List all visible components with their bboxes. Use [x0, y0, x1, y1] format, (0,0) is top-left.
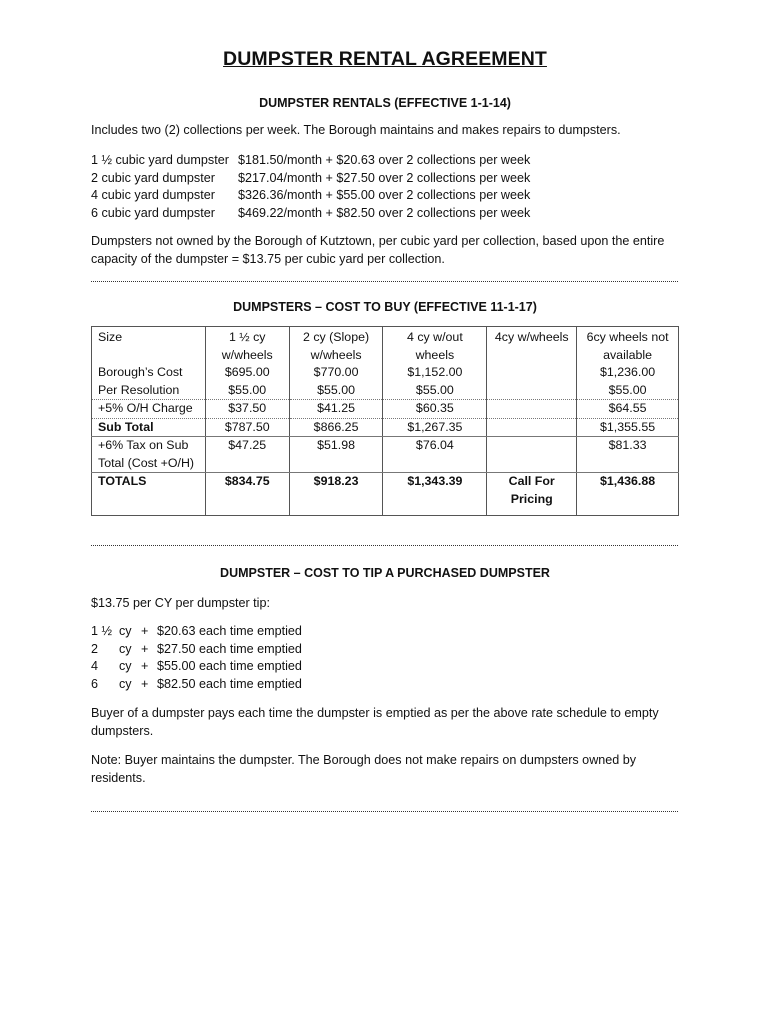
- table-cell: $695.00 $55.00: [205, 364, 289, 400]
- tip-per-cy: $13.75 per CY per dumpster tip:: [91, 596, 270, 610]
- rate-price: $326.36/month + $55.00 over 2 collections per week: [238, 188, 531, 202]
- rate-size: 1 ½ cubic yard dumpster: [91, 153, 229, 167]
- non-borough-note-line: Dumpsters not owned by the Borough of Kutztown, per cubic yard per collection, based upon the entire: [91, 234, 665, 248]
- header-cell: 4 cy w/out wheels: [383, 327, 487, 365]
- table-cell: $918.23: [289, 473, 383, 516]
- table-cell: $64.55: [577, 400, 679, 419]
- tip-unit: cy: [119, 659, 132, 673]
- row-label: Sub Total: [92, 418, 206, 437]
- table-cell: $770.00 $55.00: [289, 364, 383, 400]
- header-cell: 1 ½ cy w/wheels: [205, 327, 289, 365]
- tip-unit: cy: [119, 676, 132, 691]
- rental-rate-row: [91, 152, 530, 170]
- table-cell: $834.75: [205, 473, 289, 516]
- tip-plus: +: [141, 624, 149, 638]
- tip-unit: cy: [119, 624, 132, 638]
- table-row-totals: [92, 473, 679, 516]
- dotted-divider: [91, 281, 678, 282]
- rate-size: 2 cubic yard dumpster: [91, 170, 215, 185]
- row-label: Borough’s Cost Per Resolution: [92, 364, 206, 400]
- tip-size: 2: [91, 641, 99, 656]
- tip-rate-row: [91, 623, 302, 641]
- tip-rate-row: [91, 641, 302, 659]
- non-borough-note-line: capacity of the dumpster = $13.75 per cubic yard per collection.: [91, 251, 445, 266]
- maintenance-note-line: residents.: [91, 770, 146, 785]
- rentals-intro: Includes two (2) collections per week. The Borough maintains and makes repairs to dumpsters.: [91, 123, 621, 137]
- table-cell: $47.25: [205, 437, 289, 473]
- maintenance-note: [91, 752, 691, 787]
- tip-price: $20.63 each time emptied: [157, 624, 302, 638]
- dotted-divider: [91, 811, 678, 812]
- table-cell: $76.04: [383, 437, 487, 473]
- rate-size: 4 cubic yard dumpster: [91, 188, 215, 202]
- rental-rate-row: [91, 170, 530, 188]
- tip-size: 1 ½: [91, 624, 113, 638]
- table-cell: $1,152.00 $55.00: [383, 364, 487, 400]
- tip-size: 6: [91, 676, 99, 691]
- non-borough-note: [91, 233, 691, 268]
- header-cell: 4cy w/wheels: [487, 327, 577, 365]
- table-cell: [487, 400, 577, 419]
- table-cell: $1,236.00 $55.00: [577, 364, 679, 400]
- table-row: [92, 400, 679, 419]
- tip-rate-row: [91, 676, 302, 694]
- table-cell: $787.50: [205, 418, 289, 437]
- row-label: +5% O/H Charge: [92, 400, 206, 419]
- rate-size: 6 cubic yard dumpster: [91, 205, 215, 220]
- rate-price: $469.22/month + $82.50 over 2 collections per week: [238, 205, 531, 220]
- tip-plus: +: [141, 641, 149, 656]
- rental-rates-list: [91, 152, 530, 222]
- tip-price: $55.00 each time emptied: [157, 659, 302, 673]
- cost-to-buy-table: [91, 326, 679, 516]
- table-header-row: [92, 327, 679, 365]
- buyer-note-line: dumpsters.: [91, 723, 154, 738]
- row-label: TOTALS: [92, 473, 206, 516]
- tip-size: 4: [91, 659, 99, 673]
- rentals-heading: DUMPSTER RENTALS (EFFECTIVE 1-1-14): [259, 96, 511, 110]
- table-cell: $1,355.55: [577, 418, 679, 437]
- table-cell: $1,343.39: [383, 473, 487, 516]
- table-cell: $51.98: [289, 437, 383, 473]
- tip-plus: +: [141, 676, 149, 691]
- table-cell: [487, 364, 577, 400]
- table-cell: $41.25: [289, 400, 383, 419]
- row-label: +6% Tax on Sub Total (Cost +O/H): [92, 437, 206, 473]
- table-cell: $1,436.88: [577, 473, 679, 516]
- table-cell: $37.50: [205, 400, 289, 419]
- document-title: DUMPSTER RENTAL AGREEMENT: [223, 48, 547, 70]
- table-cell: $81.33: [577, 437, 679, 473]
- buy-heading: DUMPSTERS – COST TO BUY (EFFECTIVE 11-1-17): [233, 300, 537, 314]
- tip-price: $82.50 each time emptied: [157, 676, 302, 691]
- tip-plus: +: [141, 659, 149, 673]
- table-row: [92, 364, 679, 400]
- tip-price: $27.50 each time emptied: [157, 641, 302, 656]
- tip-rates-list: [91, 623, 302, 693]
- maintenance-note-line: Note: Buyer maintains the dumpster. The Borough does not make repairs on dumpsters owned by: [91, 753, 637, 767]
- table-row: [92, 437, 679, 473]
- table-cell: [487, 418, 577, 437]
- rate-price: $181.50/month + $20.63 over 2 collections per week: [238, 153, 531, 167]
- rental-rate-row: [91, 187, 530, 205]
- rental-rate-row: [91, 205, 530, 223]
- dotted-divider: [91, 545, 678, 546]
- buyer-note: [91, 705, 691, 740]
- table-cell: $60.35: [383, 400, 487, 419]
- table-cell: $1,267.35: [383, 418, 487, 437]
- call-for-pricing: Call For Pricing: [487, 473, 577, 516]
- buyer-note-line: Buyer of a dumpster pays each time the dumpster is emptied as per the above rate schedule to empty: [91, 706, 659, 720]
- header-cell: 6cy wheels not available: [577, 327, 679, 365]
- table-row: [92, 418, 679, 437]
- header-size: Size: [92, 327, 206, 365]
- tip-rate-row: [91, 658, 302, 676]
- tip-heading: DUMPSTER – COST TO TIP A PURCHASED DUMPSTER: [220, 566, 550, 580]
- table-cell: $866.25: [289, 418, 383, 437]
- header-cell: 2 cy (Slope) w/wheels: [289, 327, 383, 365]
- table-cell: [487, 437, 577, 473]
- tip-unit: cy: [119, 641, 132, 656]
- rate-price: $217.04/month + $27.50 over 2 collections per week: [238, 170, 531, 185]
